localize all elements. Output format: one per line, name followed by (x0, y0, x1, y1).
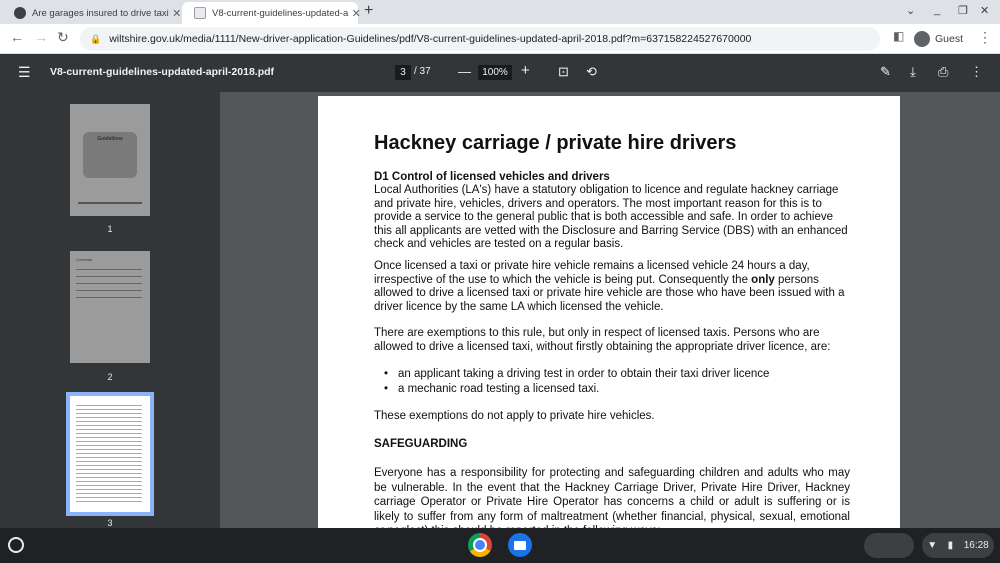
zoom-input[interactable]: 100% (478, 65, 512, 80)
more-options-icon[interactable]: ⋮ (970, 64, 983, 79)
print-icon[interactable]: ⎙ (938, 64, 949, 79)
wifi-icon: ▼ (927, 540, 938, 551)
reload-icon[interactable]: ↻ (57, 29, 69, 45)
minimize-icon[interactable]: _ (934, 4, 941, 16)
restore-icon[interactable]: ❐ (958, 5, 968, 17)
thumbnail-sidebar (0, 92, 220, 528)
files-icon[interactable] (508, 533, 532, 557)
tab-search-icon[interactable]: ⌄ (906, 5, 916, 17)
pdf-toolbar (0, 54, 1000, 92)
list-item: • an applicant taking a driving test in order to obtain their taxi driver licence (398, 368, 769, 380)
document-favicon-icon (194, 7, 206, 19)
thumbnail-contents-label: Contents (76, 257, 93, 262)
url-text: wiltshire.gov.uk/media/1111/New-driver-application-Guidelines/pdf/V8-current-guidelines-updated-april-2018.pdf?m=637158224527670000 (109, 33, 752, 45)
thumbnail-page-1[interactable] (70, 104, 150, 216)
close-tab-icon[interactable]: ✕ (351, 7, 361, 20)
tab-pdf-guidelines[interactable] (182, 2, 361, 24)
pdf-file-name: V8-current-guidelines-updated-april-2018.pdf (50, 66, 275, 78)
thumbnail-footer-line (78, 202, 142, 204)
back-icon[interactable]: ← (10, 29, 24, 45)
close-tab-icon[interactable]: ✕ (172, 7, 182, 20)
thumbnail-page-2[interactable] (70, 251, 150, 363)
thumbnail-number: 2 (107, 372, 113, 382)
annotate-pen-icon[interactable]: ✎ (880, 64, 891, 79)
tab-title: V8-current-guidelines-updated-a (212, 7, 349, 19)
page-count: / 37 (414, 66, 431, 77)
paragraph: Everyone has a responsibility for protecting and safeguarding children and adults who may be vulnerable. In the event that the Hackney Carriage Driver, Private Hire Driver, Hackney carriage Operator or Private Hire Operator has concerns a child or adult is suffering or is likely to suffer from any form of maltreatment (whether financial, physical, sexual, emotional (374, 467, 850, 523)
profile-button[interactable] (914, 28, 963, 50)
thumbnail-number: 1 (107, 224, 113, 234)
thumbnail-title-box: Guidelines (83, 132, 137, 178)
tab-garages-insured[interactable] (2, 2, 180, 24)
status-tray[interactable] (922, 533, 994, 558)
browser-menu-icon[interactable]: ⋮ (978, 29, 992, 45)
zoom-out-button[interactable]: — (458, 64, 471, 79)
thumbnail-contents-lines (76, 269, 142, 270)
site-favicon-icon (14, 7, 26, 19)
side-panel-icon[interactable]: ◧ (893, 29, 905, 43)
new-tab-button[interactable]: + (364, 2, 374, 19)
phone-hub-icon[interactable] (864, 533, 914, 558)
page-number-input[interactable]: 3 (395, 65, 411, 80)
paragraph: Local Authorities (LA's) have a statutory obligation to licence and regulate hackney carriage and private hire, vehicles, drivers and operators. The most important reason for this is to provide a service to the general public that is both accessible and safe. In order to achieve this all applicants are vetted with the Disclosure and Barring Service (DBS) with an enhanced check and vehicles are tested on a regular basis. (374, 184, 848, 250)
section-title: D1 Control of licensed vehicles and drivers (374, 171, 610, 183)
launcher-icon[interactable] (8, 537, 24, 553)
download-icon[interactable]: ⤓ (910, 64, 916, 79)
paragraph: These exemptions do not apply to private hire vehicles. (374, 410, 655, 422)
thumbnail-page-3-selected[interactable] (70, 396, 150, 512)
sidebar-toggle-icon[interactable]: ☰ (18, 64, 31, 80)
pdf-viewer[interactable] (220, 92, 1000, 528)
fit-to-page-icon[interactable]: ⊡ (558, 64, 569, 79)
profile-label: Guest (935, 33, 964, 45)
battery-icon: ▮ (947, 540, 954, 551)
lock-icon[interactable]: 🔒 (90, 33, 102, 44)
pdf-page (318, 96, 900, 536)
clock: 16:28 (963, 540, 989, 551)
paragraph: There are exemptions to this rule, but only in respect of licensed taxis. Persons who are allowed to drive a licensed taxi, without firstly obtaining the appropriate driver licence, are: (374, 327, 831, 353)
section-title: SAFEGUARDING (374, 438, 468, 450)
rotate-icon[interactable]: ⟲ (586, 64, 597, 79)
list-item: • a mechanic road testing a licensed taxi. (398, 383, 599, 395)
address-bar[interactable] (80, 27, 880, 51)
tab-strip (0, 0, 1000, 24)
zoom-in-button[interactable]: + (521, 62, 530, 79)
browser-toolbar (0, 24, 1000, 54)
chrome-icon[interactable] (468, 533, 492, 557)
thumbnail-number: 3 (107, 518, 113, 528)
paragraph: Once licensed a taxi or private hire vehicle remains a licensed vehicle 24 hours a day, irrespective of the use to which the vehicle is being put. Consequently the only persons allowed to drive a licensed taxi or private hire vehicle are those who have been issued with a driver licence by the same LA which licensed the vehicle. (374, 260, 845, 313)
page-heading: Hackney carriage / private hire drivers (374, 132, 737, 154)
close-window-icon[interactable]: ✕ (980, 5, 990, 17)
forward-icon[interactable]: → (34, 29, 48, 45)
tab-title: Are garages insured to drive taxi (32, 7, 169, 19)
avatar (914, 31, 930, 47)
thumbnail-text-lines (76, 402, 142, 502)
os-shelf (0, 528, 1000, 563)
